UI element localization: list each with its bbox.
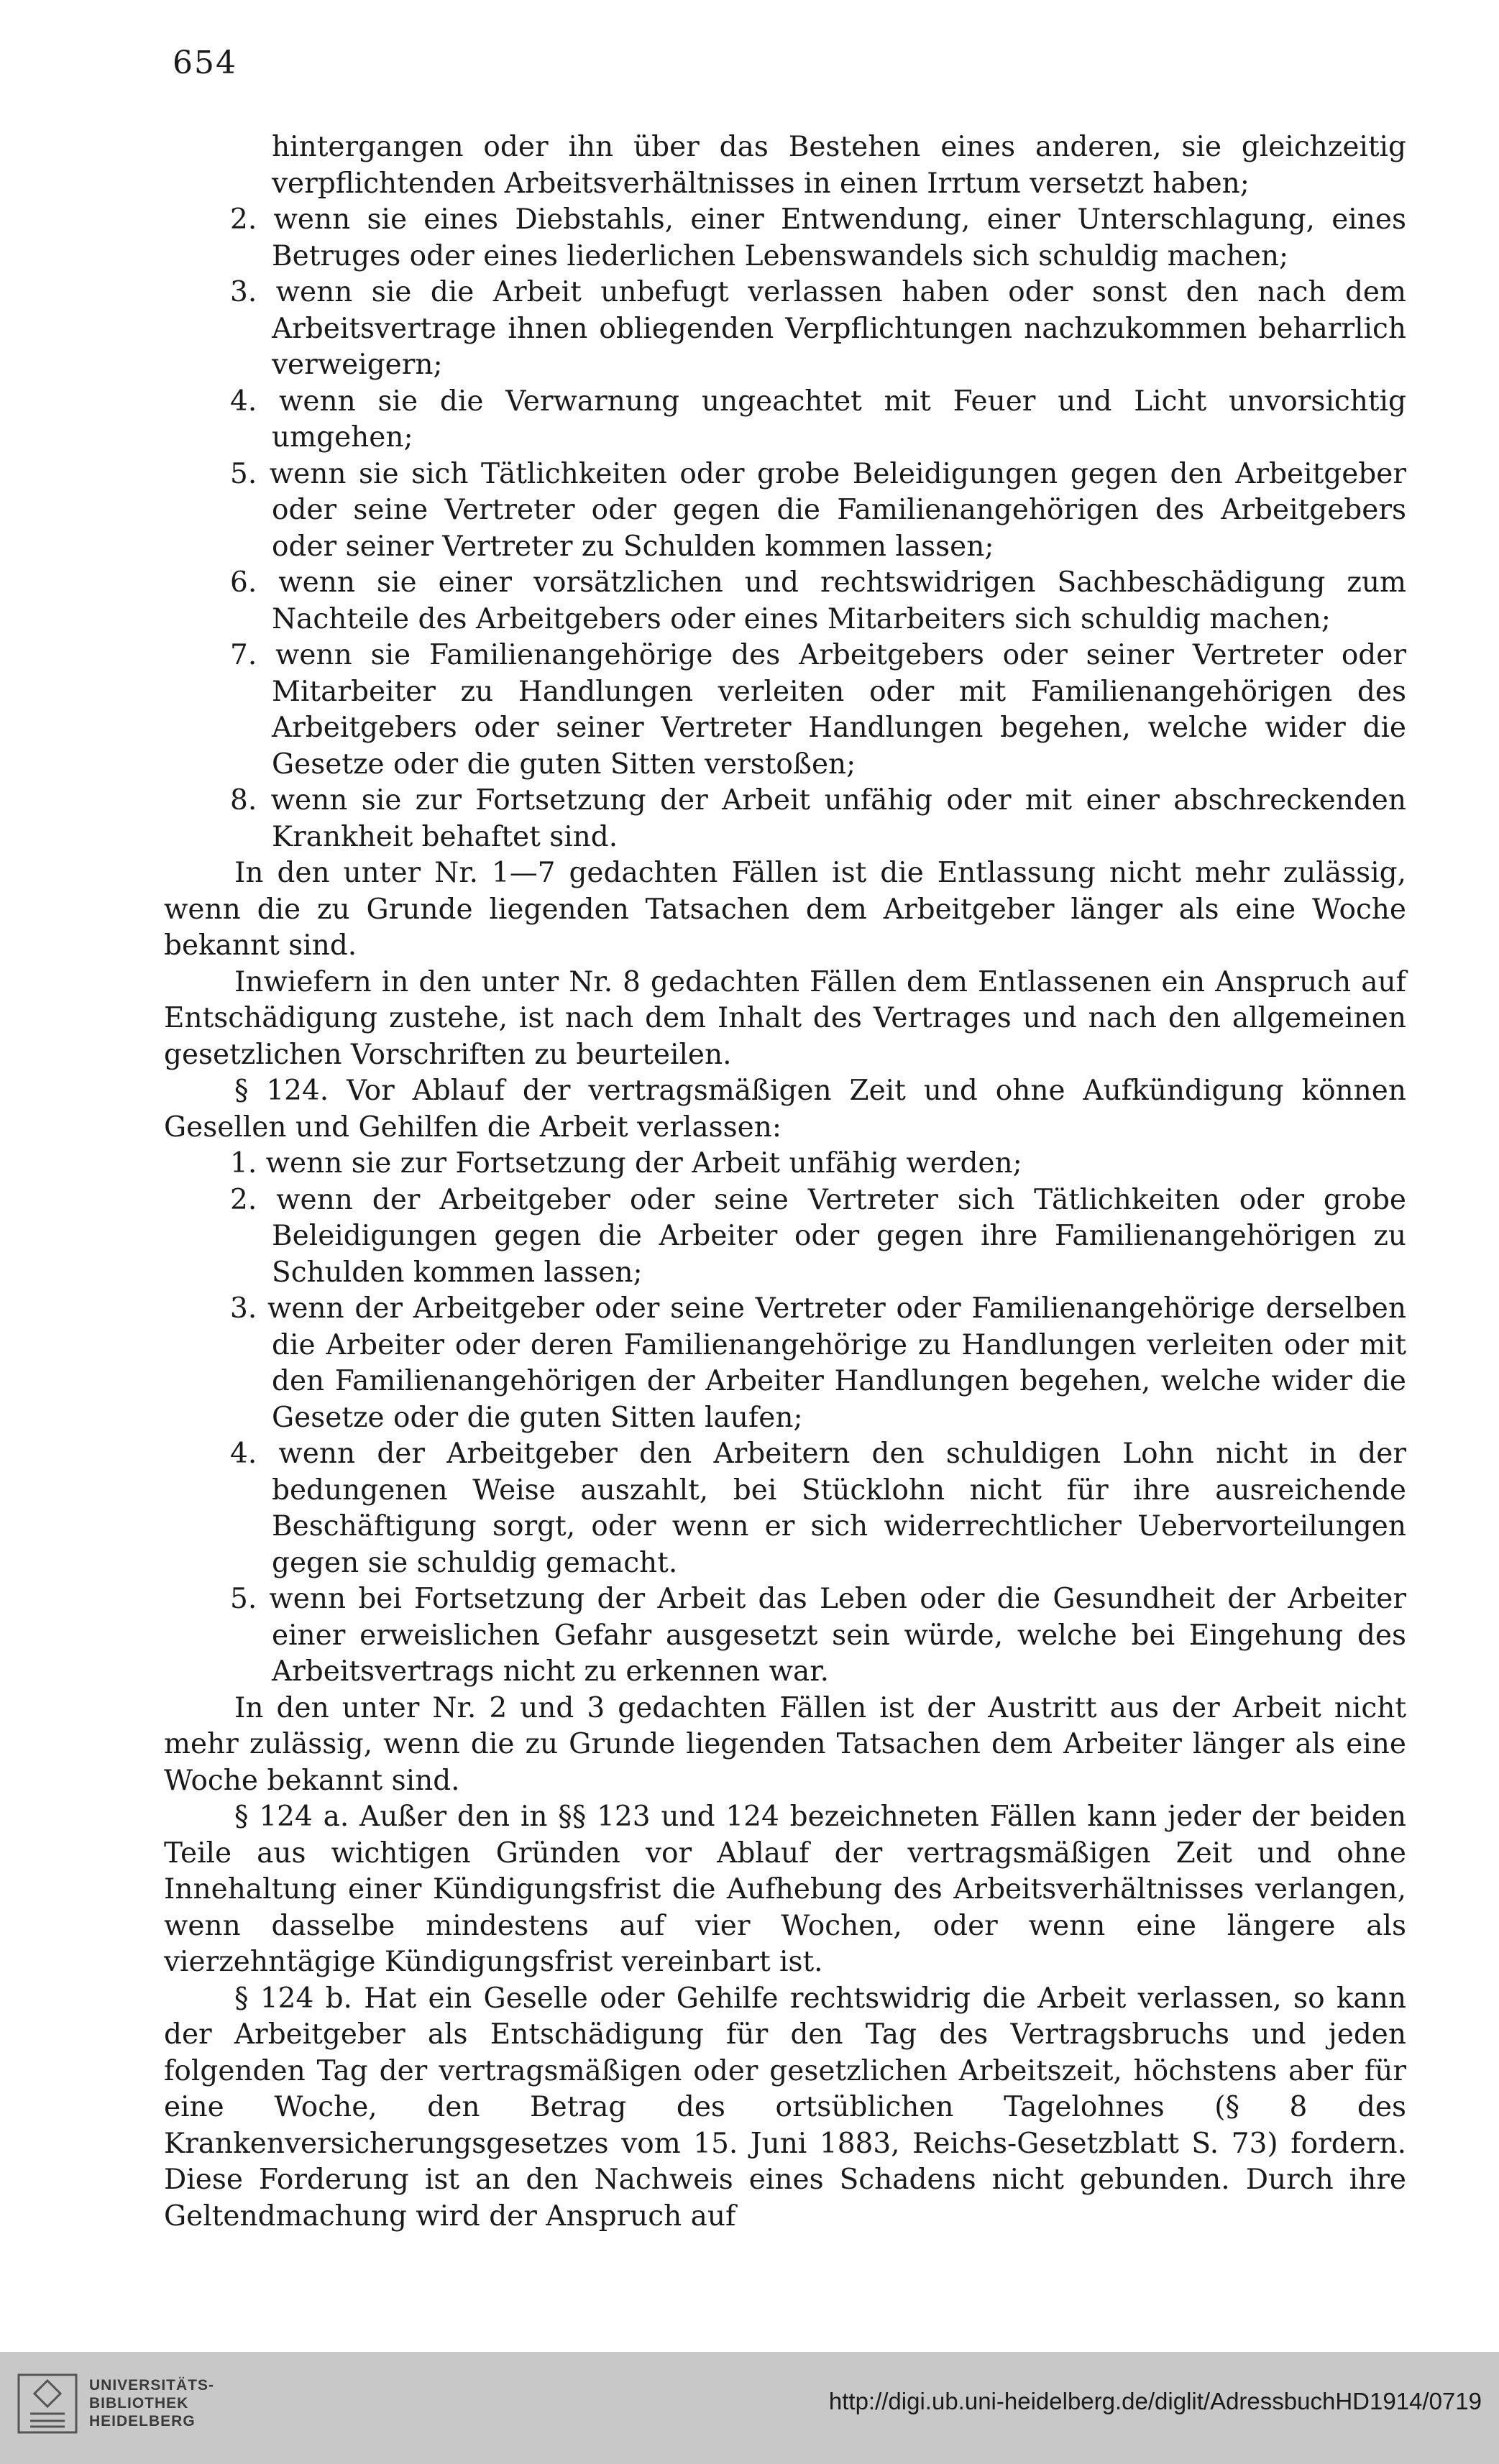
item-text: wenn sie Familienangehörige des Arbeitgebers oder seiner Vertreter oder Mitarbeiter zu Handlungen verleiten oder mit Familienangehörigen des Arbeitgebers oder seiner Vertreter Handlungen begehen, welche wider die Gesetze oder die guten Sitten verstoßen; (272, 639, 1406, 781)
page-number: 654 (173, 45, 237, 81)
item-text: wenn sie eines Diebstahls, einer Entwendung, einer Unterschlagung, eines Betruges oder eines liederlichen Lebenswandels sich schuldig machen; (272, 203, 1406, 272)
item-number: 8. (230, 784, 257, 817)
list-item (164, 1581, 1406, 1691)
item-number: 4. (230, 385, 257, 418)
dismissal-grounds-list (164, 202, 1406, 855)
list-item (164, 565, 1406, 638)
logo-line: UNIVERSITÄTS- (89, 2377, 215, 2394)
item-text: wenn sie zur Fortsetzung der Arbeit unfähig werden; (265, 1147, 1022, 1180)
list-item (164, 202, 1406, 275)
logo-line: HEIDELBERG (89, 2413, 196, 2429)
list-item (164, 456, 1406, 566)
paragraph: Inwiefern in den unter Nr. 8 gedachten Fällen dem Entlassenen ein Anspruch auf Entschädigung zustehe, ist nach dem Inhalt des Vertrages und nach den allgemeinen gesetzlichen Vorschriften zu beurteilen. (164, 965, 1406, 1071)
library-logo-text (89, 2376, 214, 2430)
section-124b: § 124 b. Hat ein Geselle oder Gehilfe rechtswidrig die Arbeit verlassen, so kann der Arbeitgeber als Entschädigung für den Tag des Vertragsbruchs und jeden folgenden Tag der vertragsmäßigen oder gesetzlichen Arbeitszeit, höchstens aber für eine Woche, den Betrag des ortsüblichen Tagelohnes (§ 8 des Krankenversicherungsgesetzes vom 15. Juni 1883, Reichs-Gesetzblatt S. 73) fordern. Diese Forderung ist an den Nachweis eines Schadens nicht gebunden. Durch ihre Geltendmachung wird der Anspruch auf (164, 1982, 1406, 2233)
item-text: wenn der Arbeitgeber oder seine Vertreter oder Familienangehörige derselben die Arbeiter oder deren Familienangehörige zu Handlungen verleiten oder mit den Familienangehörigen der Arbeiter Handlungen begehen, welche wider die Gesetze oder die guten Sitten laufen; (267, 1292, 1406, 1434)
item-text: wenn sie zur Fortsetzung der Arbeit unfähig oder mit einer abschreckenden Krankheit behaftet sind. (270, 784, 1406, 853)
source-url-link[interactable]: http://digi.ub.uni-heidelberg.de/diglit/AdressbuchHD1914/0719 (828, 2388, 1482, 2414)
list-item (164, 1436, 1406, 1581)
continuation-text: hintergangen oder ihn über das Bestehen eines anderen, sie gleichzeitig verpflichtenden Arbeitsverhältnisses in einen Irrtum versetzt haben; (272, 131, 1406, 200)
list-item (164, 783, 1406, 855)
logo-line: BIBLIOTHEK (89, 2395, 189, 2412)
item-number: 3. (230, 276, 257, 308)
list-item (164, 638, 1406, 783)
item-text: wenn der Arbeitgeber oder seine Vertreter sich Tätlichkeiten oder grobe Beleidigungen gegen die Arbeiter oder gegen ihre Familienangehörigen zu Schulden kommen lassen; (272, 1183, 1407, 1289)
paragraph: In den unter Nr. 2 und 3 gedachten Fällen ist der Austritt aus der Arbeit nicht mehr zulässig, wenn die zu Grunde liegenden Tatsachen dem Arbeiter länger als eine Woche bekannt sind. (164, 1691, 1406, 1797)
item-text: wenn sie sich Tätlichkeiten oder grobe Beleidigungen gegen den Arbeitgeber oder seine Vertreter oder gegen die Familienangehörigen des Arbeitgebers oder seiner Vertreter zu Schulden kommen lassen; (269, 457, 1406, 563)
item-text: wenn sie die Verwarnung ungeachtet mit Feuer und Licht unvorsichtig umgehen; (272, 385, 1406, 454)
item-number: 5. (230, 1583, 257, 1615)
list-item (164, 275, 1406, 384)
item-number: 5. (230, 457, 257, 490)
item-number: 4. (230, 1438, 257, 1470)
footer-bar (0, 2352, 1499, 2464)
list-item (164, 1182, 1406, 1292)
list-item (164, 384, 1406, 456)
list-item (164, 1291, 1406, 1436)
item-number: 2. (230, 203, 257, 236)
list-item (164, 1146, 1406, 1182)
item-number: 1. (230, 1147, 257, 1180)
item-number: 3. (230, 1292, 257, 1325)
section-124: § 124. Vor Ablauf der vertragsmäßigen Zeit und ohne Aufkündigung können Gesellen und Gehilfen die Arbeit verlassen: (164, 1075, 1406, 1144)
item-text: wenn der Arbeitgeber den Arbeitern den schuldigen Lohn nicht in der bedungenen Weise auszahlt, bei Stücklohn nicht für ihre ausreichende Beschäftigung sorgt, oder wenn er sich widerrechtlicher Uebervorteilungen gegen sie schuldig gemacht. (272, 1438, 1406, 1579)
page-body (164, 129, 1406, 2235)
section-124a: § 124 a. Außer den in §§ 123 und 124 bezeichneten Fällen kann jeder der beiden Teile aus wichtigen Gründen vor Ablauf der vertragsmäßigen Zeit und ohne Innehaltung einer Kündigungsfrist die Aufhebung des Arbeitsverhältnisses verlangen, wenn dasselbe mindestens auf vier Wochen, oder wenn eine längere als vierzehntägige Kündigungsfrist vereinbart ist. (164, 1801, 1406, 1978)
university-seal-icon (16, 2373, 79, 2434)
item-text: wenn sie die Arbeit unbefugt verlassen haben oder sonst den nach dem Arbeitsvertrage ihnen obliegenden Verpflichtungen nachzukommen beharrlich verweigern; (272, 276, 1406, 381)
item-number: 6. (230, 566, 257, 599)
leaving-grounds-list (164, 1146, 1406, 1691)
item-number: 2. (230, 1183, 257, 1216)
paragraph: In den unter Nr. 1—7 gedachten Fällen ist die Entlassung nicht mehr zulässig, wenn die zu Grunde liegenden Tatsachen dem Arbeitgeber länger als eine Woche bekannt sind. (164, 857, 1406, 962)
item-text: wenn sie einer vorsätzlichen und rechtswidrigen Sachbeschädigung zum Nachteile des Arbeitgebers oder eines Mitarbeiters sich schuldig machen; (272, 566, 1406, 635)
item-text: wenn bei Fortsetzung der Arbeit das Leben oder die Gesundheit der Arbeiter einer erweislichen Gefahr ausgesetzt sein würde, welche bei Eingehung des Arbeitsvertrags nicht zu erkennen war. (269, 1583, 1406, 1688)
item-number: 7. (230, 639, 257, 671)
